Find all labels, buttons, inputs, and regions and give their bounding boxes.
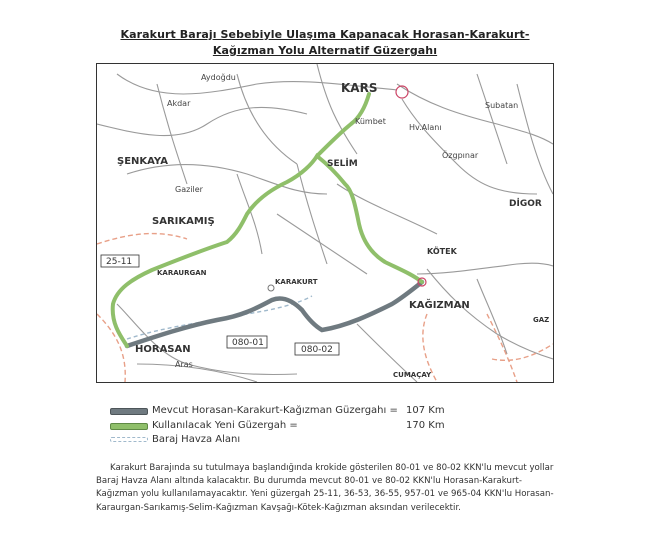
route-map-svg [97,64,553,382]
city-cumacay: CUMAÇAY [393,371,432,379]
legend-dam-swatch [110,437,148,442]
town-ozgpinar: Özgpınar [442,151,479,160]
legend-dam-label: Baraj Havza Alanı [152,434,241,445]
map-title-line2: Kağızman Yolu Alternatif Güzergahı [212,44,438,57]
legend-current-swatch [110,408,148,415]
explanation-paragraph: Karakurt Barajında su tutulmaya başlandığında krokide gösterilen 80-01 ve 80-02 KKN'lu mevcut yollar Baraj Havza Alanı altında kalacaktır. Bu durumda mevcut 80-01 ve 80-02 KKN'lu Horasan-Karakurt-Kağızman yolu kullanılamayacaktır. Yeni güzergah 25-11, 36-53, 36-55, 957-01 ve 965-04 KKN'lu Horasan-Karaurgan-Sarıkamış-Selim-Kağızman Kavşağı-Kötek-Kağızman aksından verilecektir. [96,463,554,513]
city-karakurt: KARAKURT [275,278,318,286]
city-senkaya: ŞENKAYA [117,156,168,167]
province-boundary [97,234,553,382]
town-aras: Aras [175,360,193,369]
town-hvalani: Hv.Alanı [409,123,442,132]
city-sarikamis: SARIKAMIŞ [152,216,215,227]
city-kagizman: KAĞIZMAN [409,300,470,311]
karakurt-marker [268,285,274,291]
town-gaziler: Gaziler [175,185,203,194]
city-horasan: HORASAN [135,344,191,355]
legend-current-label: Mevcut Horasan-Karakurt-Kağızman Güzergahı = [152,405,398,416]
route-map [96,63,554,383]
city-karaurgan: KARAURGAN [157,269,207,277]
road-code-080-01: 080-01 [232,338,264,348]
city-gaz: GAZ [533,316,550,324]
legend-current-value: 107 Km [406,405,445,416]
legend-new-swatch [110,423,148,430]
new-route [113,156,422,346]
legend-new-value: 170 Km [406,420,445,431]
legend-new-label: Kullanılacak Yeni Güzergah = [152,420,298,431]
town-kumbet: Kümbet [355,117,386,126]
city-kars: KARS [341,81,378,95]
town-aydogdu: Aydoğdu [201,73,236,82]
road-code-25-11: 25-11 [106,257,133,267]
town-akdar: Akdar [167,99,191,108]
road-code-080-02: 080-02 [301,345,333,355]
map-title-line1: Karakurt Barajı Sebebiyle Ulaşıma Kapanacak Horasan-Karakurt- [120,28,530,41]
city-kotek: KÖTEK [427,247,457,256]
city-selim: SELİM [327,159,358,169]
town-subatan: Subatan [485,101,519,110]
city-digor: DİGOR [509,199,542,209]
current-route [127,282,422,346]
